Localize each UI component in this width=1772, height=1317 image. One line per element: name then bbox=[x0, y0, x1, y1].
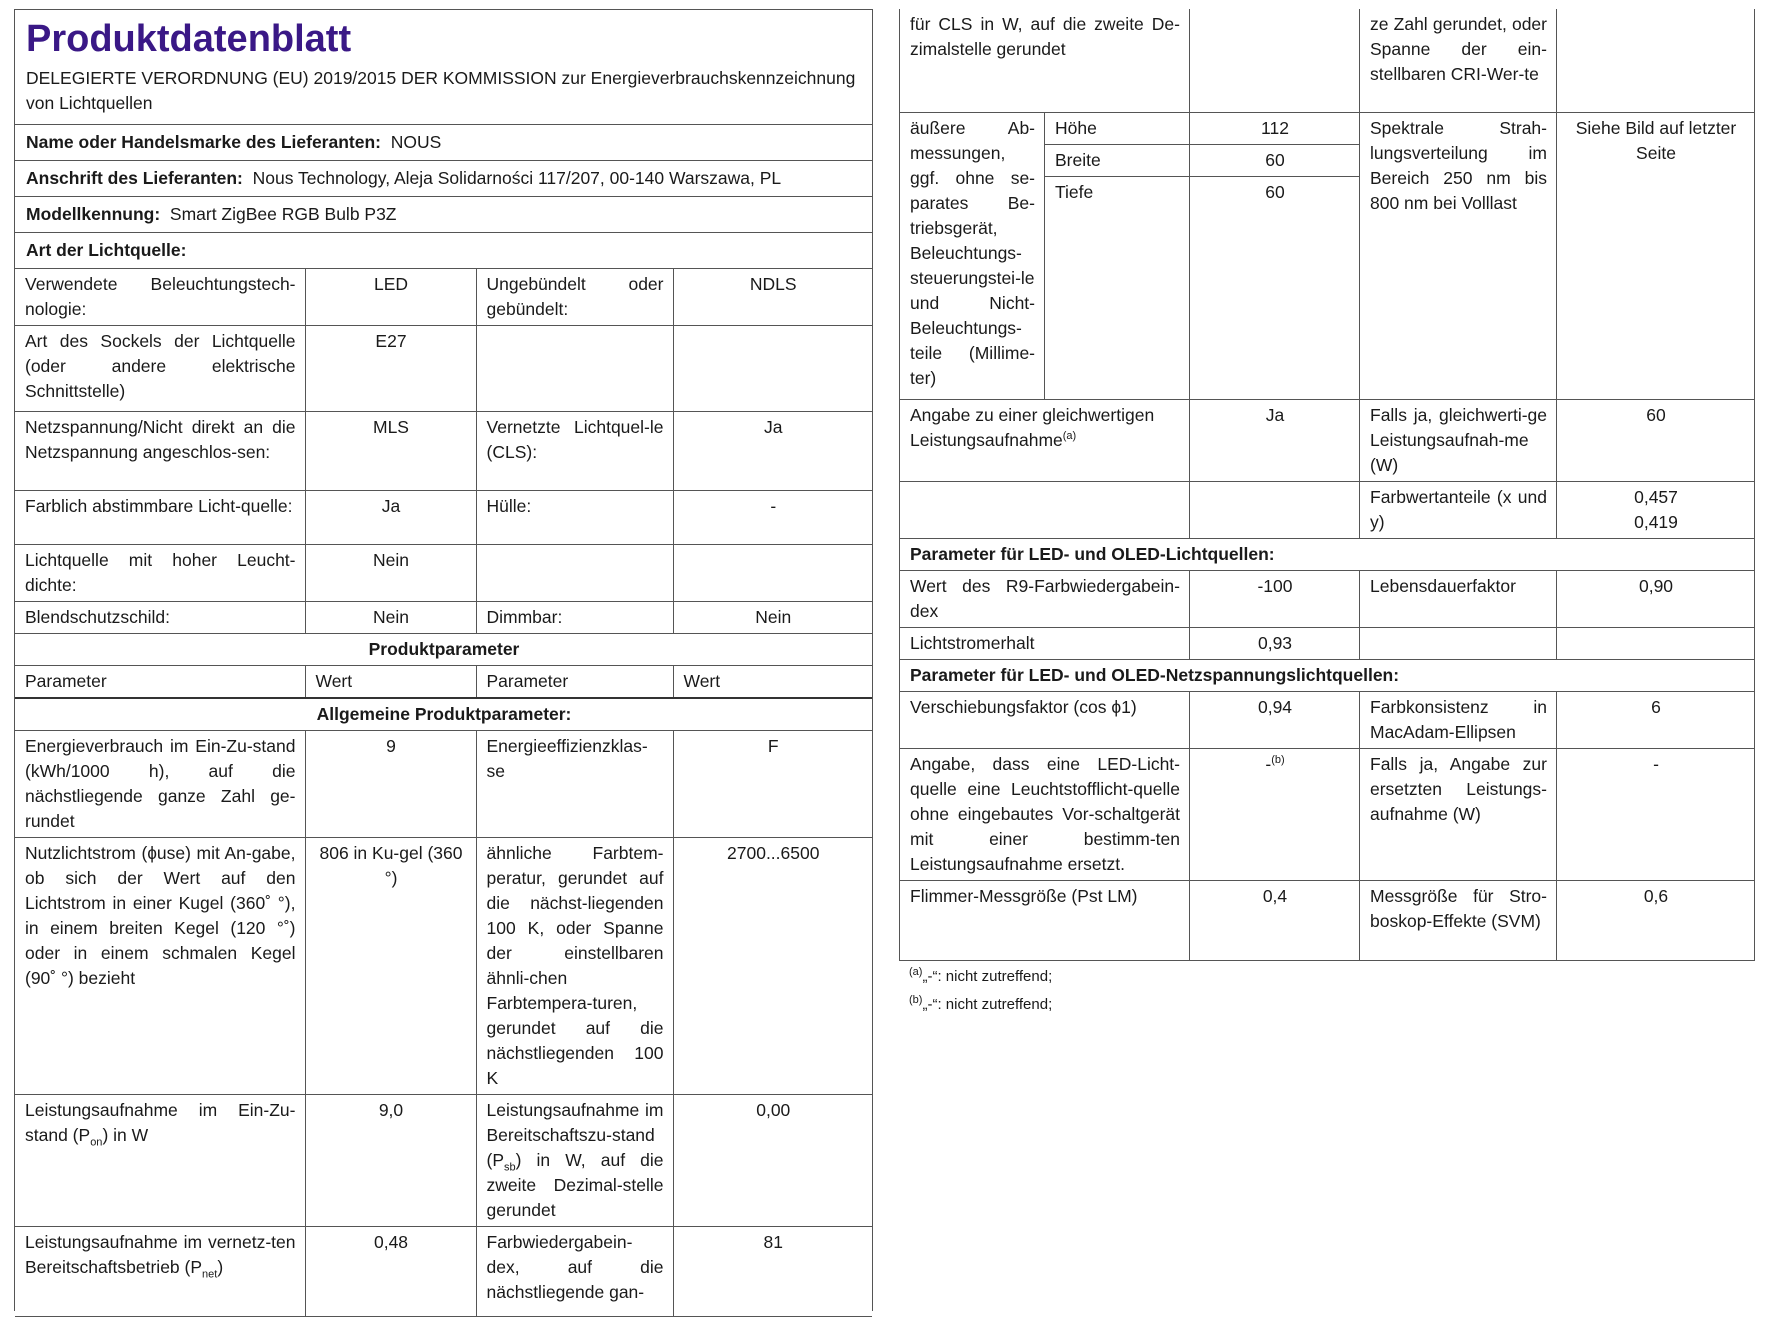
table-row: Breite 60 bbox=[900, 144, 1755, 176]
dimensions-label: äußere Ab-messungen, ggf. ohne se-parates Be-triebsgerät, Beleuchtungs-steuerungstei-le und Nicht-Beleuchtungs-teile (Millime-ter) bbox=[900, 112, 1045, 399]
table-row: Art des Sockels der Lichtquelle (oder andere elektrische Schnittstelle) E27 bbox=[15, 326, 872, 412]
general-params-heading: Allgemeine Produktparameter: bbox=[15, 698, 872, 731]
light-type-table bbox=[15, 268, 872, 1317]
table-row: Farbwertanteile (x und y) 0,457 0,419 bbox=[900, 481, 1755, 538]
table-row: Wert des R9-Farbwiedergabein-dex -100 Lebensdauerfaktor 0,90 bbox=[900, 570, 1755, 627]
model-row bbox=[15, 197, 872, 233]
product-params-heading-row bbox=[15, 634, 872, 666]
footnote: $^{(b)}$„-“: nicht zutreffend; bbox=[909, 993, 1053, 1013]
table-row: Lichtstromerhalt 0,93 bbox=[900, 627, 1755, 659]
table-row: für CLS in W, auf die zweite De-zimalstelle gerundet ze Zahl gerundet, oder Spanne der ein-stellbaren CRI-Wer-te bbox=[900, 9, 1755, 112]
light-type-label: Art der Lichtquelle: bbox=[26, 240, 187, 260]
right-table bbox=[899, 9, 1755, 961]
table-row: Lichtquelle mit hoher Leucht-dichte: Nein bbox=[15, 545, 872, 602]
left-column bbox=[14, 9, 873, 1311]
product-params-heading: Produktparameter bbox=[15, 634, 872, 666]
regulation-text: DELEGIERTE VERORDNUNG (EU) 2019/2015 DER KOMMISSION zur Energieverbrauchskennzeichnung von Lichtquellen bbox=[15, 64, 872, 125]
table-row: Angabe, dass eine LED-Licht-quelle eine Leuchtstofflicht-quelle ohne eingebautes Vor-schaltgerät mit einer bestimm-ten Leistungsaufnahme ersetzt. -$^{(b)}$ Falls ja, Angabe zur ersetzten Leistungs-aufnahme (W) - bbox=[900, 748, 1755, 880]
table-row: Angabe zu einer gleichwertigen Leistungsaufnahme$^{(a)}$ Ja Falls ja, gleichwerti-ge Leistungsaufnah-me (W) 60 bbox=[900, 399, 1755, 481]
table-row: Leistungsaufnahme im Ein-Zu-stand $(P_{on})$ in W 9,0 Leistungsaufnahme im Bereitschaftszu-stand $(P_{sb})$ in W, auf die zweite Dezimal-stelle gerundet 0,00 bbox=[15, 1095, 872, 1227]
table-row: Netzspannung/Nicht direkt an die Netzspannung angeschlos-sen: MLS Vernetzte Lichtquel-le (CLS): Ja bbox=[15, 412, 872, 491]
general-heading-row bbox=[15, 698, 872, 731]
supplier-name-value: NOUS bbox=[390, 132, 442, 152]
table-row: Blendschutzschild: Nein Dimmbar: Nein bbox=[15, 602, 872, 634]
table-row: Tiefe 60 bbox=[900, 176, 1755, 399]
model-label: Modellkennung: bbox=[26, 204, 161, 224]
led-heading-row bbox=[900, 538, 1755, 570]
table-row: Leistungsaufnahme im vernetz-ten Bereitschaftsbetrieb $(P_{net})$ 0,48 Farbwiedergabein-dex, auf die nächstliegende gan- 81 bbox=[15, 1227, 872, 1317]
table-row: Verwendete Beleuchtungstech-nologie: LED Ungebündelt oder gebündelt: NDLS bbox=[15, 269, 872, 326]
table-row: Flimmer-Messgröße (Pst LM) 0,4 Messgröße für Stro-boskop-Effekte (SVM) 0,6 bbox=[900, 880, 1755, 960]
table-row: Energieverbrauch im Ein-Zu-stand (kWh/1000 h), auf die nächstliegende ganze Zahl ge-rundet 9 Energieeffizienzklas-se F bbox=[15, 731, 872, 838]
table-row: Farblich abstimmbare Licht-quelle: Ja Hülle: - bbox=[15, 491, 872, 545]
supplier-name-row bbox=[15, 125, 872, 161]
footnote: $^{(a)}$„-“: nicht zutreffend; bbox=[909, 965, 1053, 985]
page-title: Produktdatenblatt bbox=[26, 18, 352, 60]
supplier-address-row bbox=[15, 161, 872, 197]
supplier-name-label: Name oder Handelsmarke des Lieferanten: bbox=[26, 132, 381, 152]
supplier-address-label: Anschrift des Lieferanten: bbox=[26, 168, 243, 188]
mains-heading-row bbox=[900, 659, 1755, 691]
table-row: Nutzlichtstrom (ɸuse) mit An-gabe, ob sich der Wert auf den Lichtstrom in einer Kugel (360˚ °), in einem breiten Kegel (120 °˚) oder in einem schmalen Kegel (90˚ °) bezieht 806 in Ku-gel (360 °) ähnliche Farbtem-peratur, gerundet auf die nächst-liegenden 100 K, oder Spanne der einstellbaren ähnli-chen Farbtempera-turen, gerundet auf die nächstliegenden 100 K 2700...6500 bbox=[15, 838, 872, 1095]
model-value: Smart ZigBee RGB Bulb P3Z bbox=[169, 204, 397, 224]
table-row: Verschiebungsfaktor (cos ϕ1) 0,94 Farbkonsistenz in MacAdam-Ellipsen 6 bbox=[900, 691, 1755, 748]
supplier-address-value: Nous Technology, Aleja Solidarności 117/207, 00-140 Warszawa, PL bbox=[252, 168, 782, 188]
light-type-row bbox=[15, 233, 872, 268]
mains-params-heading: Parameter für LED- und OLED-Netzspannungslichtquellen: bbox=[900, 659, 1755, 691]
dimensions-row: äußere Ab-messungen, ggf. ohne se-parates Be-triebsgerät, Beleuchtungs-steuerungstei-le und Nicht-Beleuchtungs-teile (Millime-ter) Höhe 112 Spektrale Strah-lungsverteilung im Bereich 250 nm bis 800 nm bei Volllast Siehe Bild auf letzter Seite bbox=[900, 112, 1755, 144]
led-params-heading: Parameter für LED- und OLED-Lichtquellen: bbox=[900, 538, 1755, 570]
column-header-row: Parameter Wert Parameter Wert bbox=[15, 666, 872, 699]
right-column bbox=[899, 9, 1755, 1019]
